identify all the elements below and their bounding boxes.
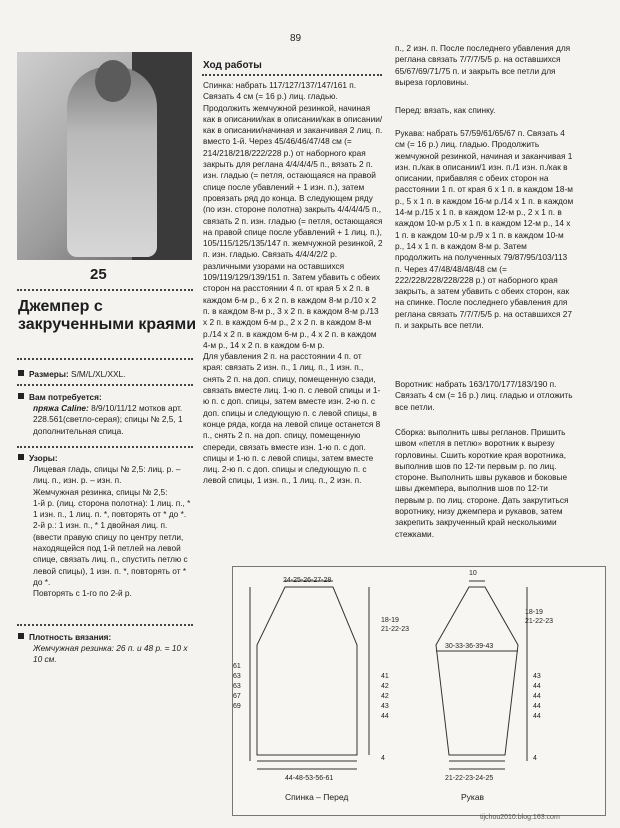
body-height-3: 67: [233, 693, 241, 700]
divider: [17, 358, 193, 360]
sleeve-caption: Рукав: [461, 792, 485, 802]
model-head: [95, 60, 131, 102]
body-height-4: 69: [233, 703, 241, 710]
body-height-0: 61: [233, 663, 241, 670]
decrease-ending: п., 2 изн. п. После последнего убавления для реглана связать 7/7/7/5/5 р. на оставшихся 65/67/69/71/75 п. и закрыть все петли для выреза горловины.: [395, 43, 571, 87]
body-height-2: 63: [233, 683, 241, 690]
back-instructions: Спинка: набрать 117/127/137/147/161 п. Связать 4 см (= 16 р.) лиц. гладью. Продолжить жемчужной резинкой, начиная как в описании/как в описании/как в описании/как в описании/начиная и заканчивая 2 лиц. п. вместо 1-й. Через 45/46/46/47/48 см (= 214/218/218/222/228 р.) от наборного края закрыть для реглана 4/4/4/4/5 п., вязать 2 п. изн. гладью (= петля, остающаяся на правой спице после убавлений + 1 изн. п.), затем провязать ряд до конца. В следующем ряду (по изн. стороне полотна) закрыть 4/4/4/4/5 п., связать 2 п. изн. гладью (= петля, остающаяся на правой спице после убавлений + 1 лиц. п.), 105/115/125/135/147 п. жемчужной резинкой, 2 п. изн. гладью. Связать 4/4/4/2/2 р. различными узорами на оставшихся 109/119/129/139/151 п. Затем убавить с обеих сторон на расстоянии 4 п. от края 5 х 2 п. в каждом 6-м р., 6 х 2 п. в каждом 8-м р./10 х 2 п. в каждом 8-м р., 3 х 2 п. в каждом 8-м р./13 х 2 п. в каждом 6-м р., 2 х 2 п. в каждом 8-м р./14 х 2 п. в каждом 6-м р., 4 х 2 п. в каждом 4-м р., 14 х 2 п. в каждом 6-м р. Для убавления 2 п. на расстоянии 4 п. от края: связать 2 изн. п., 1 лиц. п., 1 изн. п., снять 2 п. на доп. спицу, помещенную сзади, связать вместе лиц. 1-ю п. с левой спицы и 1-ю п. с доп. спицы, затем вместе изн. 2-ю п. с доп. спицы и следующую п. с левой спицы, в конце ряда, когда на левой спице останется 8 п., снять 2 п. на доп. спицу, помещенную спереди, связать вместе изн. 1-ю п. с доп. спицы и 1-ю п. с левой спицы, затем вместе лиц. 2-ю п. с доп. спицы и следующую п. с левой спицы, 1 изн. п., 1 лиц. п., 2 изн. п.: [203, 80, 383, 486]
body-height-1: 63: [233, 673, 241, 680]
body-side-3: 43: [381, 703, 389, 710]
patterns-label: Узоры:: [29, 453, 58, 463]
body-side-0: 41: [381, 673, 389, 680]
model-photo: [17, 52, 192, 260]
sleeve-outline: [436, 587, 518, 755]
patterns-text: Лицевая гладь, спицы № 2,5: лиц. р. – лиц. п., изн. р. – изн. п. Жемчужная резинка, спицы № 2,5: 1-й р. (лиц. сторона полотна): 1 лиц. п., * 1 изн. п., 1 лиц. п. *, повторять от * до *. 2-й р.: 1 изн. п., * 1 двойная лиц. п. (ввести правую спицу по центру петли, находящейся под 1-й петлей на левой спице, связать лиц. п., спустить петлю с левой спицы), 1 изн. п. *, повторять от * до *. Повторять с 1-го по 2-й р.: [33, 464, 191, 599]
body-width-label: 44-48-53-56-61: [285, 775, 334, 782]
sleeve-top-label: 10: [469, 570, 477, 577]
materials-heading: [18, 392, 102, 403]
assembly-instructions: Сборка: выполнить швы регланов. Пришить швом «петля в петлю» воротник к вырезу горловины. Сшить короткие края воротника, выполнив шов по 12-ти первым р. по лиц. стороне. Выполнить швы рукавов и боковые швы джемпера, выполнив шов по 12-ти первым р. по лиц. стороне. Дать закрутиться воротнику, низу джемпера и рукавов, затем закрепить закрученный край несколькими стежками.: [395, 427, 569, 539]
schematic-diagram: [232, 566, 606, 816]
bullet-square-icon: [18, 370, 24, 376]
bullet-square-icon: [18, 633, 24, 639]
sleeve-length-4: 44: [533, 713, 541, 720]
body-side-1: 42: [381, 683, 389, 690]
body-outline: [257, 587, 357, 755]
sleeve-length-1: 44: [533, 683, 541, 690]
body-neck-label: 24-25-26-27-28: [283, 577, 332, 584]
collar-instructions: Воротник: набрать 163/170/177/183/190 п. Связать 4 см (= 16 р.) лиц. гладью и отложить все петли.: [395, 379, 573, 412]
sizes-label: Размеры:: [29, 369, 69, 379]
sleeve-instructions: Рукава: набрать 57/59/61/65/67 п. Связать 4 см (= 16 р.) лиц. гладью. Продолжить жемчужной резинкой, начиная и заканчивая 1 изн. п./как в описании/1 изн. п./1 изн. п./как в описании, прибавляя с обеих сторон на расстоянии 1 п. от края 6 х 1 п. в каждом 18-м р., 5 х 1 п. в каждом 16-м р./14 х 1 п. в каждом 14-м р./15 х 1 п. в каждом 12-м р., 2 х 1 п. в каждом 10-м р./5 х 1 п. в каждом 12-м р., 14 х 1 п. в каждом 10-м р./9 х 1 п. в каждом 10-м р., 14 х 1 п. в каждом 8-м р. Затем продолжить на полученных 79/87/95/103/113 п. Через 47/48/48/48/48 см (= 222/228/228/228/228 р.) от наборного края закрыть, а затем убавить с обеих сторон, как на спинке. После последнего убавления для реглана связать 7/7/7/5/5 р. на оставшихся 27 п. и закрыть все петли.: [395, 128, 574, 331]
sleeve-cuff-label: 4: [533, 755, 537, 762]
divider: [17, 446, 193, 448]
sleeve-raglan-label-b: 21-22-23: [525, 618, 554, 625]
pattern-title: Джемпер с закрученными краями: [18, 298, 197, 333]
work-heading: Ход работы: [203, 60, 262, 71]
body-raglan-label-a: 18-19: [381, 617, 399, 624]
yarn-label: пряжа Caline:: [33, 403, 89, 413]
body-raglan-label-b: 21-22-23: [381, 626, 410, 633]
source-footer: tijchou2010.blog.163.com: [480, 814, 560, 821]
gauge-text: Жемчужная резинка: 26 п. и 48 р. = 10 х 10 см.: [33, 643, 188, 665]
sleeve-cuff-width-label: 21-22-23-24-25: [445, 775, 494, 782]
sleeve-raglan-label-a: 18-19: [525, 609, 543, 616]
page-number: 89: [290, 33, 302, 44]
body-caption: Спинка – Перед: [285, 792, 349, 802]
gauge-label: Плотность вязания:: [29, 632, 112, 642]
pattern-number: 25: [90, 266, 107, 283]
sleeve-length-3: 44: [533, 703, 541, 710]
sleeve-width-label: 30-33-36-39-43: [445, 643, 494, 650]
yarn-text: 8/9/10/11/12 мотков арт. 228.561(светло-серая); спицы № 2,5, 1 дополнительная спица.: [33, 403, 183, 436]
front-instructions: Перед: вязать, как спинку.: [395, 105, 496, 115]
materials-text: [33, 403, 196, 437]
sleeve-length-2: 44: [533, 693, 541, 700]
body-hem-label: 4: [381, 755, 385, 762]
bullet-square-icon: [18, 393, 24, 399]
patterns-heading: [18, 453, 58, 464]
divider: [202, 74, 382, 76]
sizes-section: [18, 369, 125, 380]
materials-label: Вам потребуется:: [29, 392, 102, 402]
body-side-4: 44: [381, 713, 389, 720]
body-side-2: 42: [381, 693, 389, 700]
divider: [17, 624, 193, 626]
divider: [17, 289, 193, 291]
sleeve-length-0: 43: [533, 673, 541, 680]
bullet-square-icon: [18, 454, 24, 460]
sizes-value: S/M/L/XL/XXL.: [71, 369, 126, 379]
divider: [17, 384, 193, 386]
gauge-heading: [18, 632, 111, 643]
